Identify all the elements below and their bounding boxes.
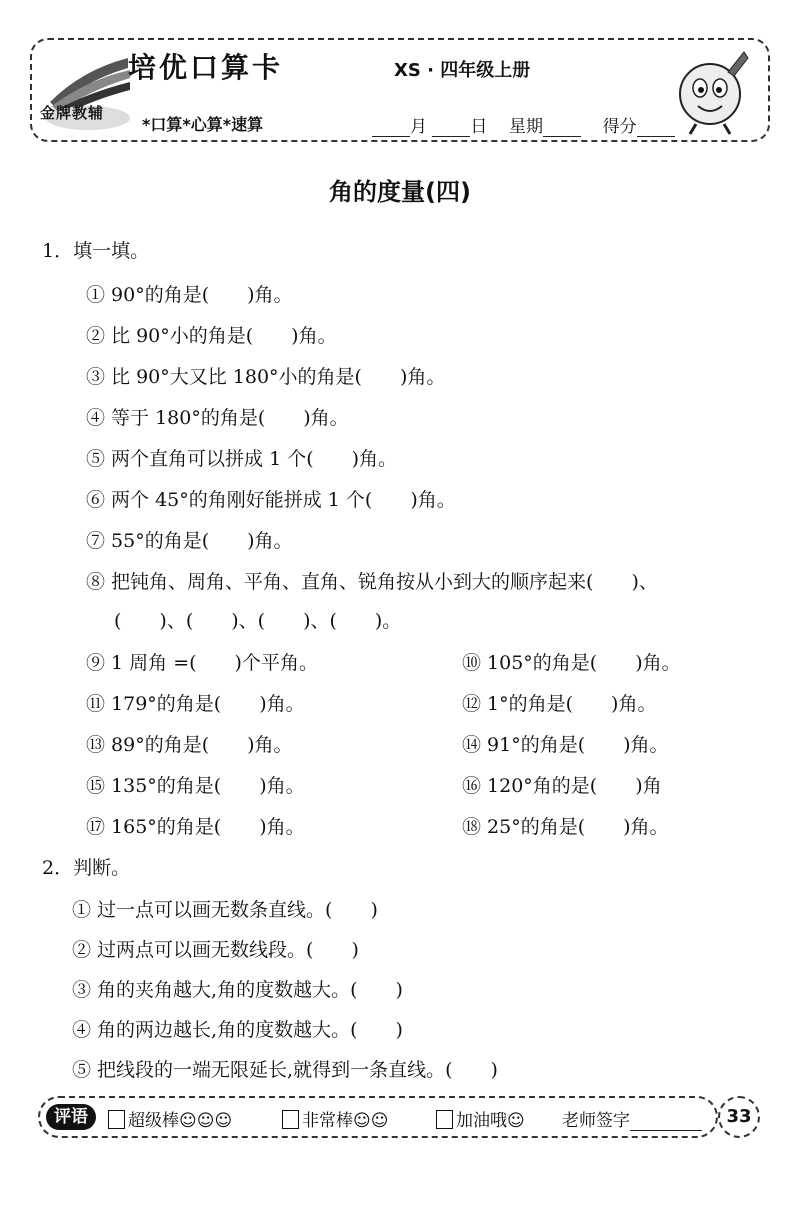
brand-subtitle: *口算*心算*速算: [142, 115, 264, 134]
day-label: 日: [470, 117, 488, 137]
checkbox-icon[interactable]: [108, 1110, 125, 1129]
option-excellent[interactable]: [108, 1106, 232, 1131]
option-keep-going[interactable]: [436, 1106, 525, 1131]
option-very-good-label: 非常棒☺☺: [302, 1111, 389, 1131]
question-1-4[interactable]: ④ 等于 180°的角是( )角。: [86, 407, 349, 429]
question-1-13[interactable]: ⑬ 89°的角是( )角。: [86, 734, 293, 756]
judge-2-5[interactable]: ⑤ 把线段的一端无限延长,就得到一条直线。( ): [72, 1059, 498, 1081]
section2-heading: 2．判断。: [42, 857, 131, 879]
logo-text: 金牌教辅: [40, 104, 105, 122]
page-number: 33: [718, 1096, 760, 1138]
question-1-14[interactable]: ⑭ 91°的角是( )角。: [462, 734, 669, 756]
option-very-good[interactable]: [282, 1106, 388, 1131]
question-1-1[interactable]: ① 90°的角是( )角。: [86, 284, 293, 306]
teacher-sign-blank[interactable]: [630, 1115, 702, 1131]
evaluation-bar: [38, 1096, 718, 1138]
grade-label: XS · 四年级上册: [394, 60, 531, 81]
question-1-8[interactable]: ⑧ 把钝角、周角、平角、直角、锐角按从小到大的顺序起来( )、: [86, 571, 658, 593]
checkbox-icon[interactable]: [282, 1110, 299, 1129]
score-label: 得分: [602, 117, 637, 137]
question-1-7[interactable]: ⑦ 55°的角是( )角。: [86, 530, 293, 552]
judge-2-1[interactable]: ① 过一点可以画无数条直线。( ): [72, 899, 378, 921]
cartoon-mascot-icon: [668, 46, 754, 136]
judge-2-3[interactable]: ③ 角的夹角越大,角的度数越大。( ): [72, 979, 403, 1001]
question-1-2[interactable]: ② 比 90°小的角是( )角。: [86, 325, 337, 347]
page-title: 角的度量(四): [329, 178, 471, 206]
brand-title: 培优口算卡: [128, 51, 284, 84]
question-1-9[interactable]: ⑨ 1 周角 =( )个平角。: [86, 652, 318, 674]
section1-heading: 1．填一填。: [42, 240, 150, 262]
question-1-17[interactable]: ⑰ 165°的角是( )角。: [86, 816, 305, 838]
judge-2-2[interactable]: ② 过两点可以画无数线段。( ): [72, 939, 359, 961]
question-1-6[interactable]: ⑥ 两个 45°的角刚好能拼成 1 个( )角。: [86, 489, 456, 511]
option-keep-going-label: 加油哦☺: [456, 1111, 525, 1131]
question-1-16[interactable]: ⑯ 120°角的是( )角: [462, 775, 662, 797]
date-score-line: [372, 112, 675, 137]
question-1-18[interactable]: ⑱ 25°的角是( )角。: [462, 816, 669, 838]
question-1-11[interactable]: ⑪ 179°的角是( )角。: [86, 693, 305, 715]
teacher-sign-label: 老师签字: [562, 1111, 630, 1131]
question-1-3[interactable]: ③ 比 90°大又比 180°小的角是( )角。: [86, 366, 446, 388]
question-1-15[interactable]: ⑮ 135°的角是( )角。: [86, 775, 305, 797]
checkbox-icon[interactable]: [436, 1110, 453, 1129]
teacher-sign: [562, 1106, 702, 1131]
weekday-blank[interactable]: [543, 120, 581, 137]
question-1-8-continued[interactable]: ( )、( )、( )、( )。: [114, 610, 402, 632]
question-1-10[interactable]: ⑩ 105°的角是( )角。: [462, 652, 681, 674]
question-1-12[interactable]: ⑫ 1°的角是( )角。: [462, 693, 657, 715]
day-blank[interactable]: [432, 120, 470, 137]
weekday-label: 星期: [509, 117, 544, 137]
header-card: [30, 38, 770, 142]
judge-2-4[interactable]: ④ 角的两边越长,角的度数越大。( ): [72, 1019, 403, 1041]
evaluation-badge: 评语: [46, 1104, 96, 1130]
month-blank[interactable]: [372, 120, 410, 137]
option-excellent-label: 超级棒☺☺☺: [128, 1111, 233, 1131]
question-1-5[interactable]: ⑤ 两个直角可以拼成 1 个( )角。: [86, 448, 398, 470]
month-label: 月: [410, 117, 427, 137]
